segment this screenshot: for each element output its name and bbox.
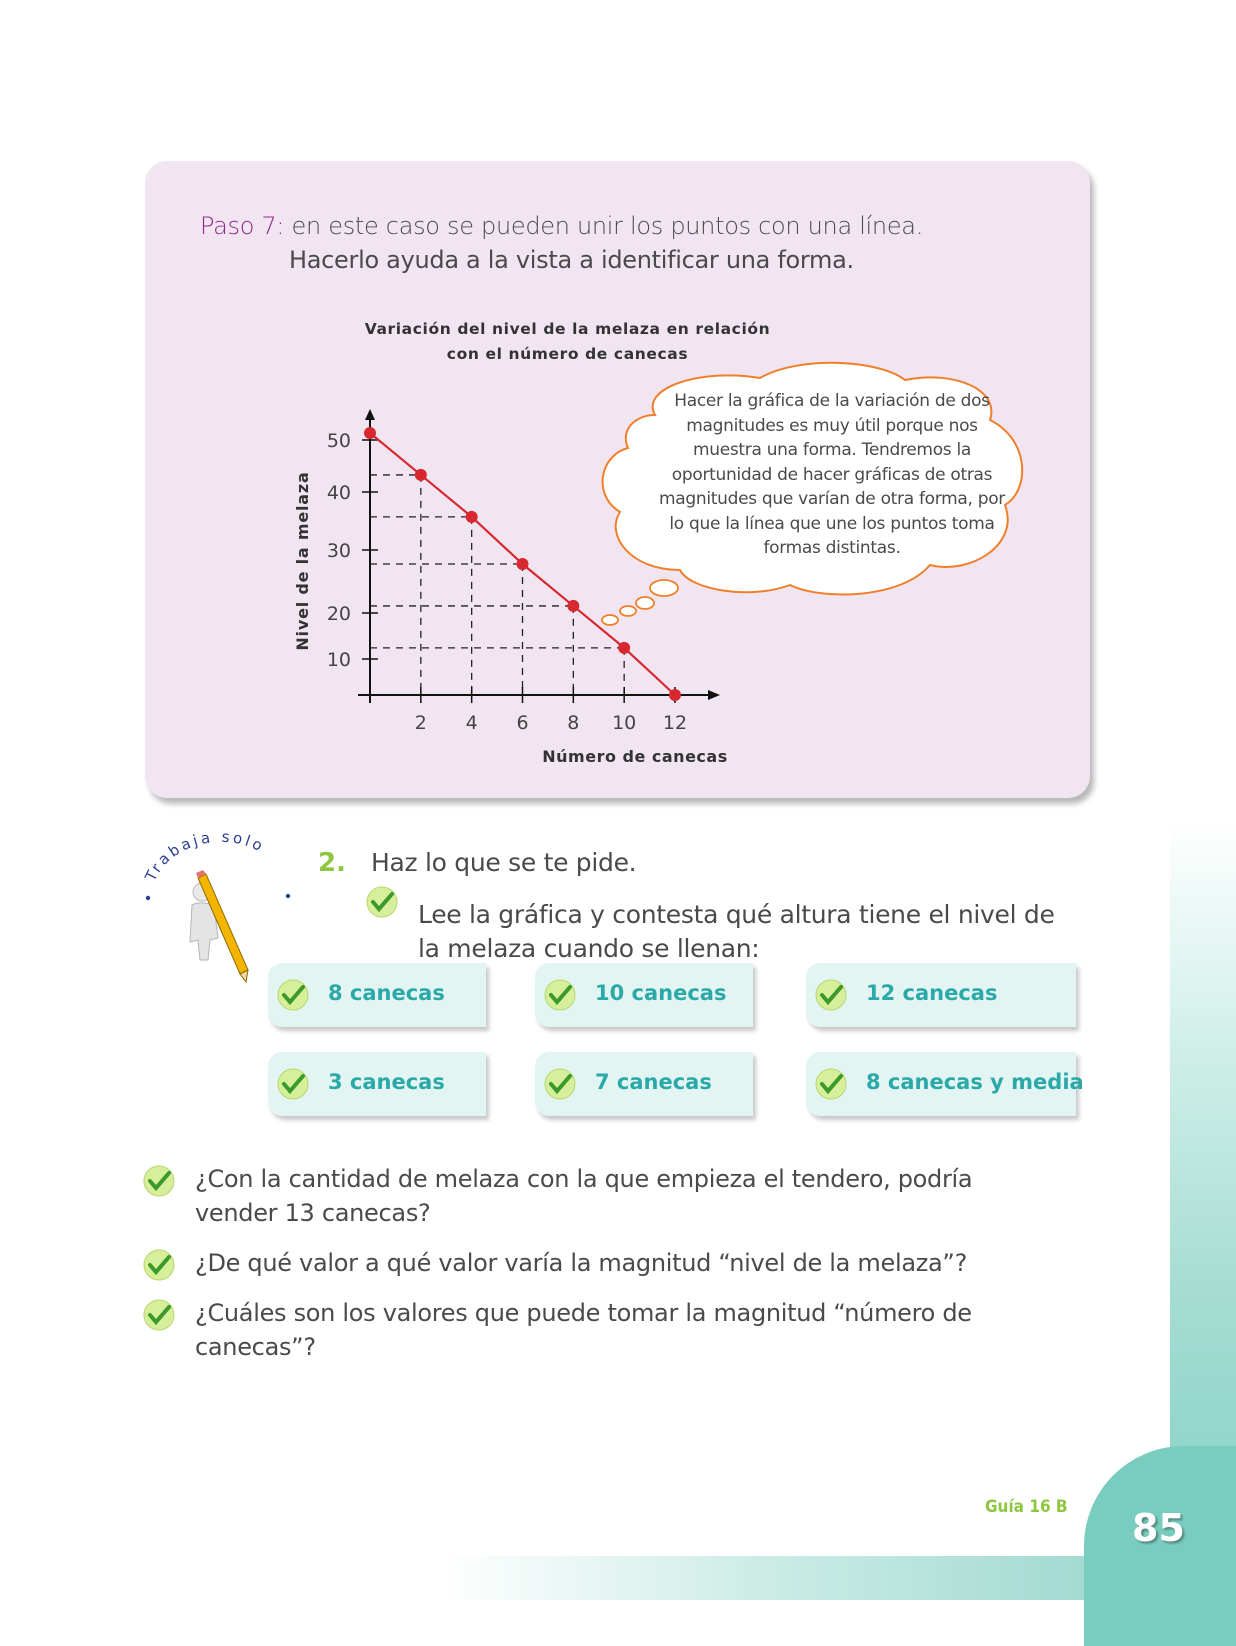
x-tick-label: 8 — [567, 712, 580, 734]
thought-dot-2 — [636, 597, 654, 609]
answer-option-label: 12 canecas — [866, 981, 998, 1005]
answer-option — [535, 963, 753, 1027]
data-point — [466, 511, 478, 523]
answer-option-label: 8 canecas — [328, 981, 445, 1005]
question-item: ¿De qué valor a qué valor varía la magnitud “nivel de la melaza”? — [195, 1249, 968, 1277]
question-item: ¿Con la cantidad de melaza con la que empieza el tendero, podría vender 13 canecas? — [195, 1165, 973, 1227]
y-axis-label: Nivel de la melaza — [293, 471, 312, 651]
answer-option — [806, 1052, 1084, 1116]
data-point — [618, 642, 630, 654]
chart-title-line-1: Variación del nivel de la melaza en relación — [364, 320, 771, 338]
answer-option — [268, 1052, 486, 1116]
thought-dot-4 — [602, 615, 618, 625]
data-point — [567, 600, 579, 612]
answer-option-label: 3 canecas — [328, 1070, 445, 1094]
y-tick-label: 30 — [326, 540, 351, 562]
check-icon — [814, 1067, 848, 1101]
answer-option-label: 10 canecas — [595, 981, 727, 1005]
thought-dot-3 — [620, 606, 636, 616]
y-tick-label: 40 — [326, 482, 351, 504]
x-tick-label: 2 — [414, 712, 427, 734]
guide-label: Guía 16 B — [985, 1497, 1068, 1517]
line-chart — [0, 0, 1236, 800]
answer-option — [268, 963, 486, 1027]
data-point — [364, 427, 376, 439]
check-icon — [142, 1164, 176, 1198]
check-icon — [814, 978, 848, 1012]
chart-title-line-2: con el número de canecas — [446, 345, 689, 363]
y-tick-label: 50 — [326, 430, 351, 452]
pencil-figure-icon — [190, 870, 248, 982]
question-item: ¿Cuáles son los valores que puede tomar la magnitud “número de canecas”? — [195, 1299, 972, 1361]
x-axis-label: Número de canecas — [542, 747, 728, 766]
check-icon — [276, 1067, 310, 1101]
thought-dot-1 — [650, 580, 678, 596]
check-icon — [543, 978, 577, 1012]
x-tick-label: 12 — [662, 712, 688, 734]
check-icon — [365, 885, 399, 919]
step-text-2: Hacerlo ayuda a la vista a identificar una forma. — [289, 246, 854, 274]
data-point — [517, 558, 529, 570]
bubble-text: Hacer la gráfica de la variación de dos magnitudes es muy útil porque nos muestra una forma. Tendremos la oportunidad de hacer gráficas de otras magnitudes que varían de otra forma, por lo que la línea que une los puntos toma formas distintas. — [658, 391, 1005, 558]
check-icon — [142, 1248, 176, 1282]
answer-option-label: 7 canecas — [595, 1070, 712, 1094]
page-number: 85 — [1132, 1506, 1185, 1550]
question-number: 2. — [318, 848, 346, 878]
step-label: Paso 7: — [200, 212, 285, 240]
y-axis-arrow — [365, 409, 375, 420]
answer-option-label: 8 canecas y media — [866, 1070, 1084, 1094]
data-point — [669, 689, 681, 701]
question-instruction: Lee la gráfica y contesta qué altura tiene el nivel de la melaza cuando se llenan: — [418, 900, 1055, 963]
answer-option — [806, 963, 1076, 1027]
y-tick-label: 20 — [326, 603, 351, 625]
check-icon — [142, 1298, 176, 1332]
check-icon — [543, 1067, 577, 1101]
question-title: Haz lo que se te pide. — [371, 848, 637, 877]
chart-guides — [370, 475, 624, 695]
badge-text: Trabaja solo — [141, 830, 269, 885]
check-icon — [276, 978, 310, 1012]
answer-option — [535, 1052, 753, 1116]
step-text-1: en este caso se pueden unir los puntos con una línea. — [284, 212, 924, 240]
x-tick-label: 6 — [516, 712, 529, 734]
y-tick-label: 10 — [326, 649, 351, 671]
x-tick-label: 4 — [465, 712, 478, 734]
data-point — [415, 469, 427, 481]
x-tick-label: 10 — [612, 712, 637, 734]
x-axis-arrow — [708, 690, 720, 700]
